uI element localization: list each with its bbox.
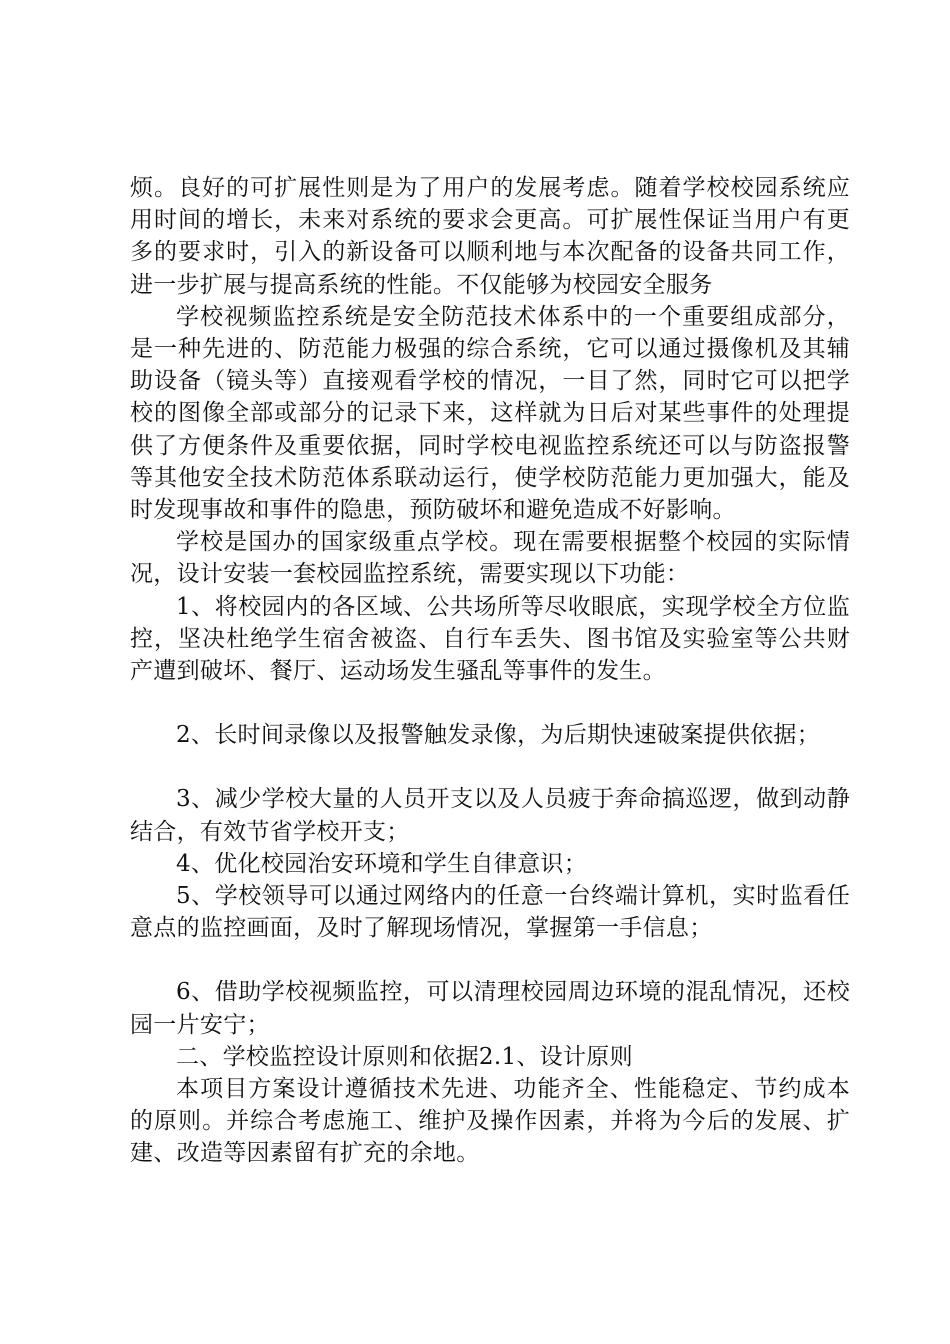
section-heading: 二、学校监控设计原则和依据2.1、设计原则 bbox=[176, 1043, 633, 1070]
list-item-1: 1、将校园内的各区域、公共场所等尽收眼底，实现学校全方位监控，坚决杜绝学生宿舍被盗、自行车丢失、图书馆及实验室等公共财产遭到破坏、餐厅、运动场发生骚乱等事件的发生。 bbox=[130, 593, 850, 685]
paragraph-design-principles: 本项目方案设计遵循技术先进、功能齐全、性能稳定、节约成本的原则。并综合考虑施工、维护及操作因素，并将为今后的发展、扩建、改造等因素留有扩充的余地。 bbox=[130, 1076, 850, 1167]
paragraph-continuation: 烦。良好的可扩展性则是为了用户的发展考虑。随着学校校园系统应用时间的增长，未来对系统的要求会更高。可扩展性保证当用户有更多的要求时，引入的新设备可以顺利地与本次配备的设备共同工作，进一步扩展与提高系统的性能。不仅能够为校园安全服务 bbox=[130, 175, 850, 298]
list-item-4: 4、优化校园治安环境和学生自律意识； bbox=[176, 850, 588, 877]
list-item-2: 2、长时间录像以及报警触发录像，为后期快速破案提供依据； bbox=[176, 722, 821, 749]
list-item-5: 5、学校领导可以通过网络内的任意一台终端计算机，实时监看任意点的监控画面，及时了解现场情况，掌握第一手信息； bbox=[130, 883, 850, 942]
list-item-3: 3、减少学校大量的人员开支以及人员疲于奔命搞巡逻，做到动静结合，有效节省学校开支； bbox=[130, 786, 850, 845]
document-body bbox=[130, 172, 850, 1170]
paragraph-video-surveillance-intro: 学校视频监控系统是安全防范技术体系中的一个重要组成部分，是一种先进的、防范能力极强的综合系统，它可以通过摄像机及其辅助设备（镜头等）直接观看学校的情况，一目了然，同时它可以把学校的图像全部或部分的记录下来，这样就为日后对某些事件的处理提供了方便条件及重要依据，同时学校电视监控系统还可以与防盗报警等其他安全技术防范体系联动运行，使学校防范能力更加强大，能及时发现事故和事件的隐患，预防破坏和避免造成不好影响。 bbox=[130, 303, 850, 524]
list-item-6: 6、借助学校视频监控，可以清理校园周边环境的混乱情况，还校园一片安宁； bbox=[130, 979, 850, 1038]
paragraph-school-requirements: 学校是国办的国家级重点学校。现在需要根据整个校园的实际情况，设计安装一套校园监控系统，需要实现以下功能： bbox=[130, 529, 850, 588]
blank-line bbox=[130, 944, 850, 976]
